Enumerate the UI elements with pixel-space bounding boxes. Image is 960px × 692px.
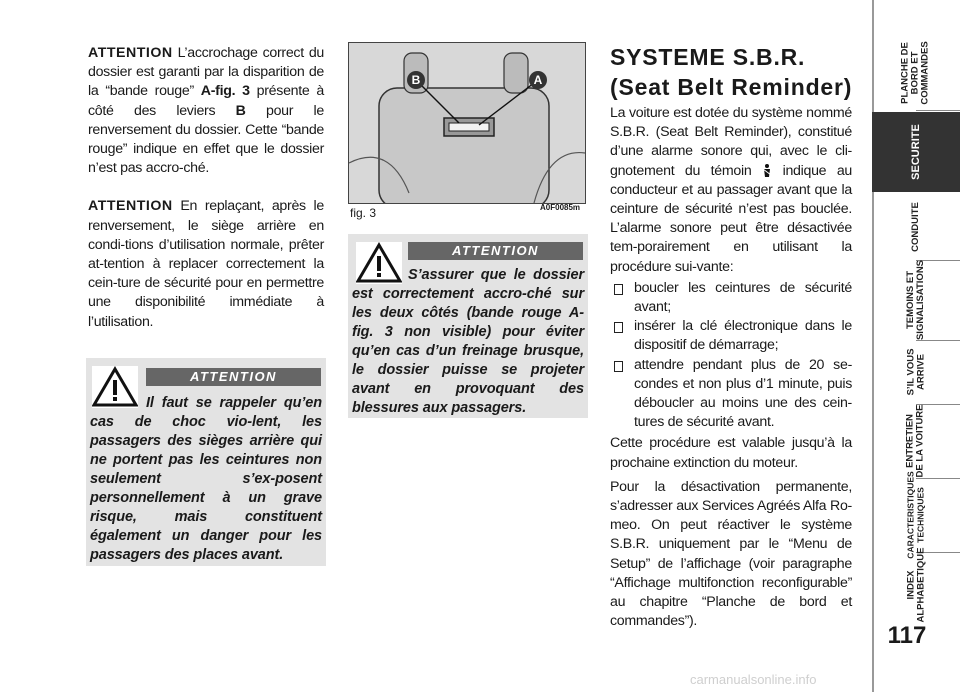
tab-index[interactable]: INDEX ALPHABETIQUE (904, 547, 926, 623)
tab-conduite[interactable]: CONDUITE (910, 202, 921, 252)
chapter-sidebar (872, 0, 960, 692)
tab-sil-vous-arrive[interactable]: S’IL VOUS ARRIVE (905, 348, 926, 396)
warning-header: ATTENTION (146, 368, 321, 386)
seat-illustration (349, 43, 585, 203)
tab-securite[interactable]: SECURITE (872, 112, 960, 192)
figure-caption: fig. 3 (350, 206, 377, 220)
tab-entretien[interactable]: ENTRETIEN DE LA VOITURE (904, 404, 926, 478)
warning-text: Il faut se rappeler qu’en cas de choc vio-lent, les passagers des sièges arrière qui ne portent pas les ceintures non seulement s’ex-posent personnellement à un grave risque, mais constituent également un danger pour les passagers des places avant. (90, 395, 322, 563)
warning-box-middle (348, 234, 588, 418)
list-item: boucler les ceintures de sécurité avant; (610, 279, 852, 317)
left-column (88, 44, 324, 332)
warning-text: S’assurer que le dossier est correctement accro-ché sur les deux côtés (bande rouge A-fig. 3 non visible) pour éviter qu’en cas d’un freinage brusque, le dossier puisse se projeter avant en provoquant des blessures aux passagers. (352, 267, 584, 416)
intro-paragraph: La voiture est dotée du système nommé S.B.R. (Seat Belt Reminder), constitué d’une alarme sonore qui, avec le cli-gnotement du témoin indique au conducteur et au passager avant que la ceinture de sécurité n’est pas bouclée. L’alarme sonore peut être désactivée tem-porairement en utilisant la procédure sui-vante: (610, 105, 853, 275)
right-column (610, 104, 852, 631)
tab-temoins[interactable]: TEMOINS ET SIGNALISATIONS (905, 259, 926, 341)
section-heading: SYSTEME S.B.R. (Seat Belt Reminder) (610, 44, 853, 100)
paragraph: Cette procédure est valable jusqu’à la prochaine extinction du moteur. (610, 435, 852, 471)
seatbelt-warning-icon (762, 164, 772, 177)
warning-header: ATTENTION (408, 242, 583, 260)
paragraph-attention-1: ATTENTION L’accrochage correct du dossier est garanti par la disparition de la “bande rouge” A-fig. 3 présente à côté des leviers B pour le renversement du dossier. Cette “bande rouge” indique en effet que le dossier n’est pas accro-ché. (88, 45, 324, 177)
tab-planche-de-bord[interactable]: PLANCHE DE BORD ET COMMANDES (900, 41, 931, 105)
list-item: attendre pendant plus de 20 se-condes et non plus d’1 minute, puis déboucler au moins une des cein-tures de sécurité avant. (610, 356, 852, 433)
callout-b: B (407, 71, 425, 89)
attention-keyword: ATTENTION (88, 45, 173, 61)
figure-code: A0F0085m (540, 203, 581, 212)
attention-keyword: ATTENTION (88, 198, 173, 215)
paragraph-attention-2: ATTENTION En replaçant, après le renversement, le siège arrière en condi-tions d’utilisation normale, prêter at-tention à replacer correctement la cein-ture de sécurité pour en permettre une disponibilité immédiate à l’utilisation. (88, 198, 324, 330)
page-number: 117 (887, 622, 927, 649)
procedure-list (610, 279, 852, 433)
figure-3 (348, 42, 586, 204)
tab-caracteristiques[interactable]: CARACTERISTIQUES TECHNIQUES (906, 471, 926, 559)
watermark: carmanualsonline.info (690, 672, 817, 687)
callout-a: A (529, 71, 547, 89)
list-item: insérer la clé électronique dans le dispositif de démarrage; (610, 317, 852, 355)
paragraph: Pour la désactivation permanente, s’adresser aux Services Agréés Alfa Ro-meo. On peut réactiver le système S.B.R. uniquement par le “Menu de Setup” de l’affichage (voir paragraphe “Affichage multifonction reconfigurable” au chapitre “Planche de bord et commandes”). (610, 478, 852, 630)
warning-box-left (86, 358, 326, 566)
